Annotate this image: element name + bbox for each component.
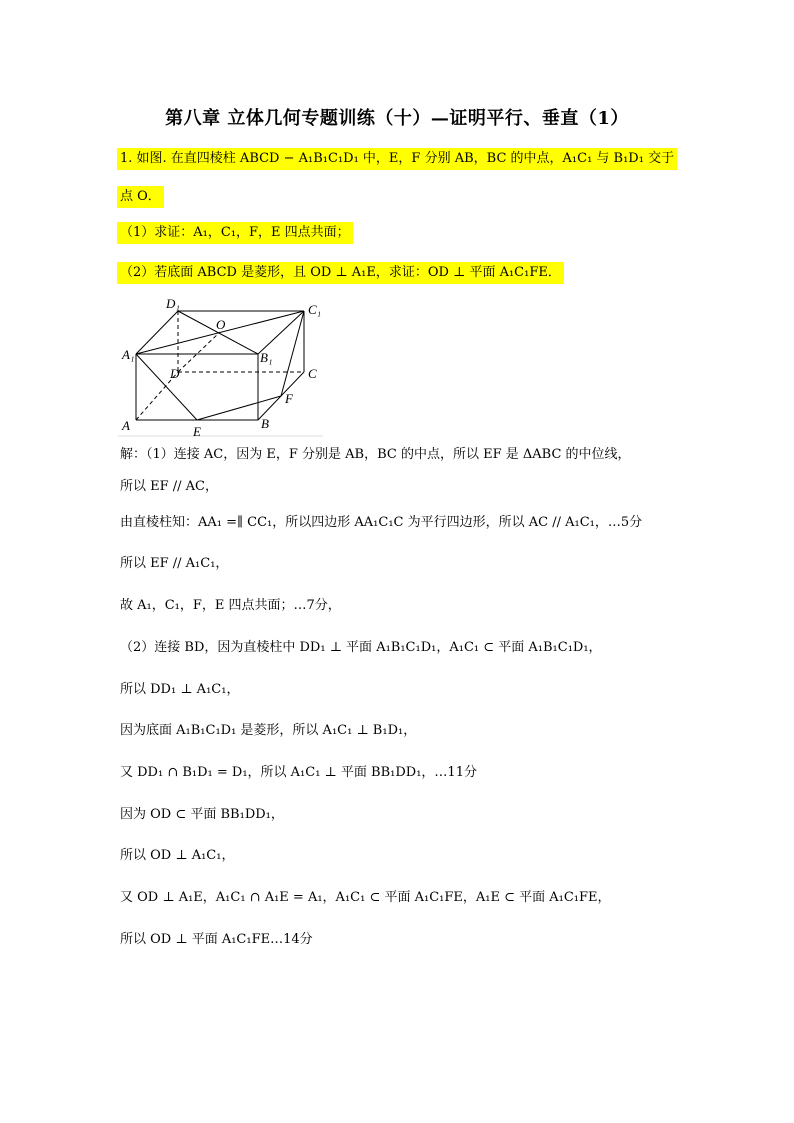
solution-line-1: 解：（1）连接 AC，因为 E，F 分别是 AB，BC 的中点，所以 EF 是 ΔABC 的中位线， (120, 447, 631, 462)
label-d1: D₁ (166, 296, 180, 311)
solution-line-6: （2）连接 BD，因为直棱柱中 DD₁ ⊥ 平面 A₁B₁C₁D₁，A₁C₁ ⊂ 平面 A₁B₁C₁D₁， (120, 640, 602, 655)
problem-line-1: 1. 如图. 在直四棱柱 ABCD − A₁B₁C₁D₁ 中，E，F 分别 AB，BC 的中点，A₁C₁ 与 B₁D₁ 交于 (117, 148, 677, 170)
label-b1: B₁ (260, 350, 273, 365)
label-a: A (122, 418, 130, 433)
solution-line-7: 所以 DD₁ ⊥ A₁C₁， (120, 682, 240, 697)
label-c1: C₁ (308, 302, 322, 317)
problem-line-2: 点 O． (117, 186, 164, 208)
problem-part-2: （2）若底面 ABCD 是菱形，且 OD ⊥ A₁E，求证：OD ⊥ 平面 A₁C₁FE． (117, 262, 564, 284)
label-e: E (193, 424, 201, 439)
label-f: F (285, 391, 293, 406)
page-title: 第八章 立体几何专题训练（十）—证明平行、垂直（1） (165, 108, 629, 129)
solution-line-9: 又 DD₁ ∩ B₁D₁ = D₁，所以 A₁C₁ ⊥ 平面 BB₁DD₁，…11分 (120, 765, 477, 780)
solution-line-11: 所以 OD ⊥ A₁C₁， (120, 848, 235, 863)
label-d: D (170, 366, 180, 381)
prism-figure (118, 292, 328, 442)
solution-line-5: 故 A₁，C₁，F，E 四点共面；…7分， (120, 598, 341, 613)
solution-line-12: 又 OD ⊥ A₁E，A₁C₁ ∩ A₁E = A₁，A₁C₁ ⊂ 平面 A₁C₁FE，A₁E ⊂ 平面 A₁C₁FE， (120, 890, 611, 905)
label-a1: A₁ (122, 347, 135, 362)
label-c: C (308, 366, 317, 381)
solution-line-10: 因为 OD ⊂ 平面 BB₁DD₁， (120, 807, 284, 822)
label-b: B (261, 416, 269, 431)
solution-line-13: 所以 OD ⊥ 平面 A₁C₁FE…14分 (120, 932, 313, 947)
label-o: O (216, 317, 226, 332)
solution-line-3: 由直棱柱知：AA₁ =∥ CC₁，所以四边形 AA₁C₁C 为平行四边形，所以 AC // A₁C₁，…5分 (120, 515, 643, 530)
solution-line-4: 所以 EF // A₁C₁， (120, 556, 229, 571)
problem-part-1: （1）求证：A₁，C₁，F，E 四点共面； (117, 222, 353, 244)
solution-line-8: 因为底面 A₁B₁C₁D₁ 是菱形，所以 A₁C₁ ⊥ B₁D₁， (120, 723, 417, 738)
solution-line-2: 所以 EF // AC， (120, 479, 219, 494)
